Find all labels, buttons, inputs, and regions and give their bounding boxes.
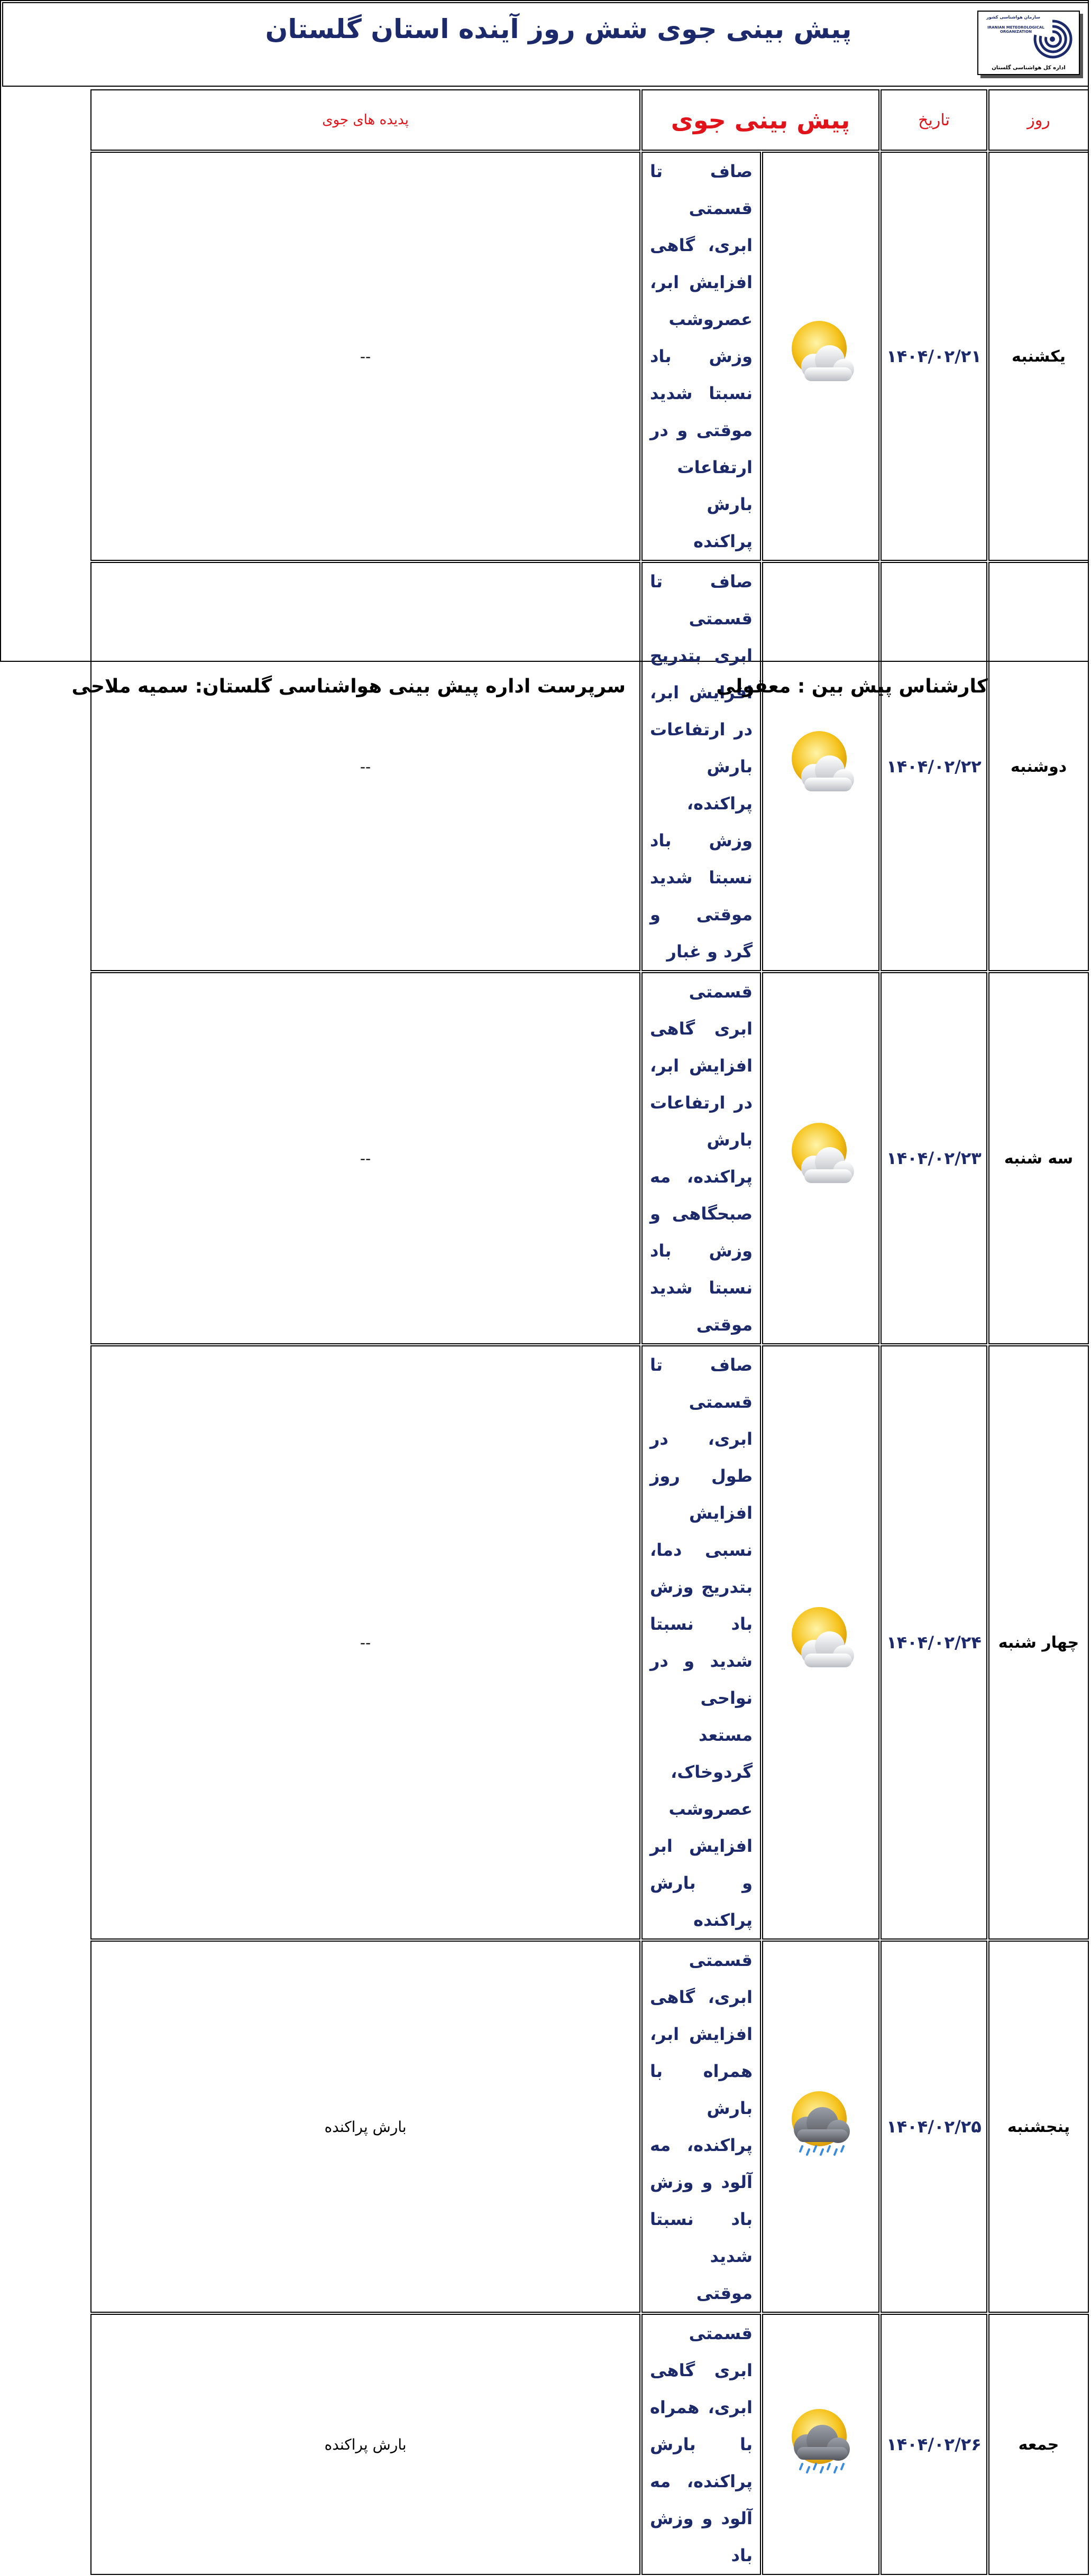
phenomena-cell: --: [90, 562, 640, 971]
day-cell: یکشنبه: [988, 152, 1089, 561]
forecast-description: صاف تا قسمتی ابری، گاهی افزایش ابر، عصروشب وزش باد نسبتا شدید موقتی و در ارتفاعات بارش پراکنده: [641, 152, 761, 561]
page-title: پیش بینی جوی شش روز آینده استان گلستان: [265, 14, 852, 44]
table-row: [3, 152, 1089, 561]
weather-icon-cell: [762, 972, 879, 1344]
day-cell: چهار شنبه: [988, 1345, 1089, 1940]
header-box: [2, 2, 1089, 87]
header-day: روز: [988, 89, 1089, 151]
rain-cloud-icon: [781, 2475, 860, 2485]
phenomena-cell: بارش پراکنده: [90, 2314, 640, 2575]
weather-icon-cell: [762, 562, 879, 971]
rain-cloud-icon: [781, 2157, 860, 2167]
header-forecast: پیش بینی جوی: [641, 89, 879, 151]
forecast-description: صاف تا قسمتی ابری، در طول روز افزایش نسبی دما، بتدریج وزش باد نسبتا شدید و در نواحی مستعد گردوخاک، عصروشب افزایش ابر و بارش پراکنده: [641, 1345, 761, 1940]
weather-icon-cell: [762, 1941, 879, 2313]
table-row: [3, 972, 1089, 1344]
phenomena-cell: --: [90, 152, 640, 561]
date-cell: ۱۴۰۴/۰۲/۲۶: [881, 2314, 987, 2575]
header-phenomena: پدیده های جوی: [90, 89, 640, 151]
logo-english-text: IRANIAN METEOROLOGICAL ORGANIZATION: [987, 25, 1044, 34]
table-row: [3, 2314, 1089, 2575]
forecast-description: قسمتی ابری گاهی ابری، همراه با بارش پراکنده، مه آلود و وزش باد: [641, 2314, 761, 2575]
forecast-table: [2, 88, 1090, 2576]
partly-cloudy-icon: [781, 797, 860, 807]
partly-cloudy-icon: [781, 1673, 860, 1683]
weather-icon-cell: [762, 152, 879, 561]
table-row: [3, 562, 1089, 971]
partly-cloudy-icon: [781, 1189, 860, 1199]
logo: [977, 11, 1080, 75]
date-cell: ۱۴۰۴/۰۲/۲۵: [881, 1941, 987, 2313]
table-row: [3, 1941, 1089, 2313]
date-cell: ۱۴۰۴/۰۲/۲۴: [881, 1345, 987, 1940]
weather-icon-cell: [762, 2314, 879, 2575]
meteorology-logo-icon: [1030, 17, 1075, 61]
forecast-description: قسمتی ابری گاهی افزایش ابر، در ارتفاعات بارش پراکنده، مه صبحگاهی و وزش باد نسبتا شدید موقتی: [641, 972, 761, 1344]
phenomena-cell: بارش پراکنده: [90, 1941, 640, 2313]
date-cell: ۱۴۰۴/۰۲/۲۱: [881, 152, 987, 561]
forecast-description: صاف تا قسمتی ابری بتدریج افزایش ابر، در ارتفاعات بارش پراکنده، وزش باد نسبتا شدید موقتی و گرد و غبار: [641, 562, 761, 971]
forecast-description: قسمتی ابری، گاهی افزایش ابر، همراه با بارش پراکنده، مه آلود و وزش باد نسبتا شدید موقتی: [641, 1941, 761, 2313]
logo-caption: اداره کل هواشناسی گلستان: [992, 65, 1066, 71]
partly-cloudy-icon: [781, 387, 860, 397]
date-cell: ۱۴۰۴/۰۲/۲۳: [881, 972, 987, 1344]
day-cell: پنجشنبه: [988, 1941, 1089, 2313]
table-row: [3, 1345, 1089, 1940]
phenomena-cell: --: [90, 972, 640, 1344]
day-cell: جمعه: [988, 2314, 1089, 2575]
forecaster-name: کارشناس پیش بین : معقولی: [716, 676, 988, 697]
date-cell: ۱۴۰۴/۰۲/۲۲: [881, 562, 987, 971]
day-cell: سه شنبه: [988, 972, 1089, 1344]
weather-icon-cell: [762, 1345, 879, 1940]
phenomena-cell: --: [90, 1345, 640, 1940]
supervisor-name: سرپرست اداره پیش بینی هواشناسی گلستان: سمیه ملاحی: [71, 676, 626, 697]
day-cell: دوشنبه: [988, 562, 1089, 971]
header-date: تاریخ: [881, 89, 987, 151]
logo-top-text: سازمان هواشناسی کشور: [986, 15, 1040, 20]
